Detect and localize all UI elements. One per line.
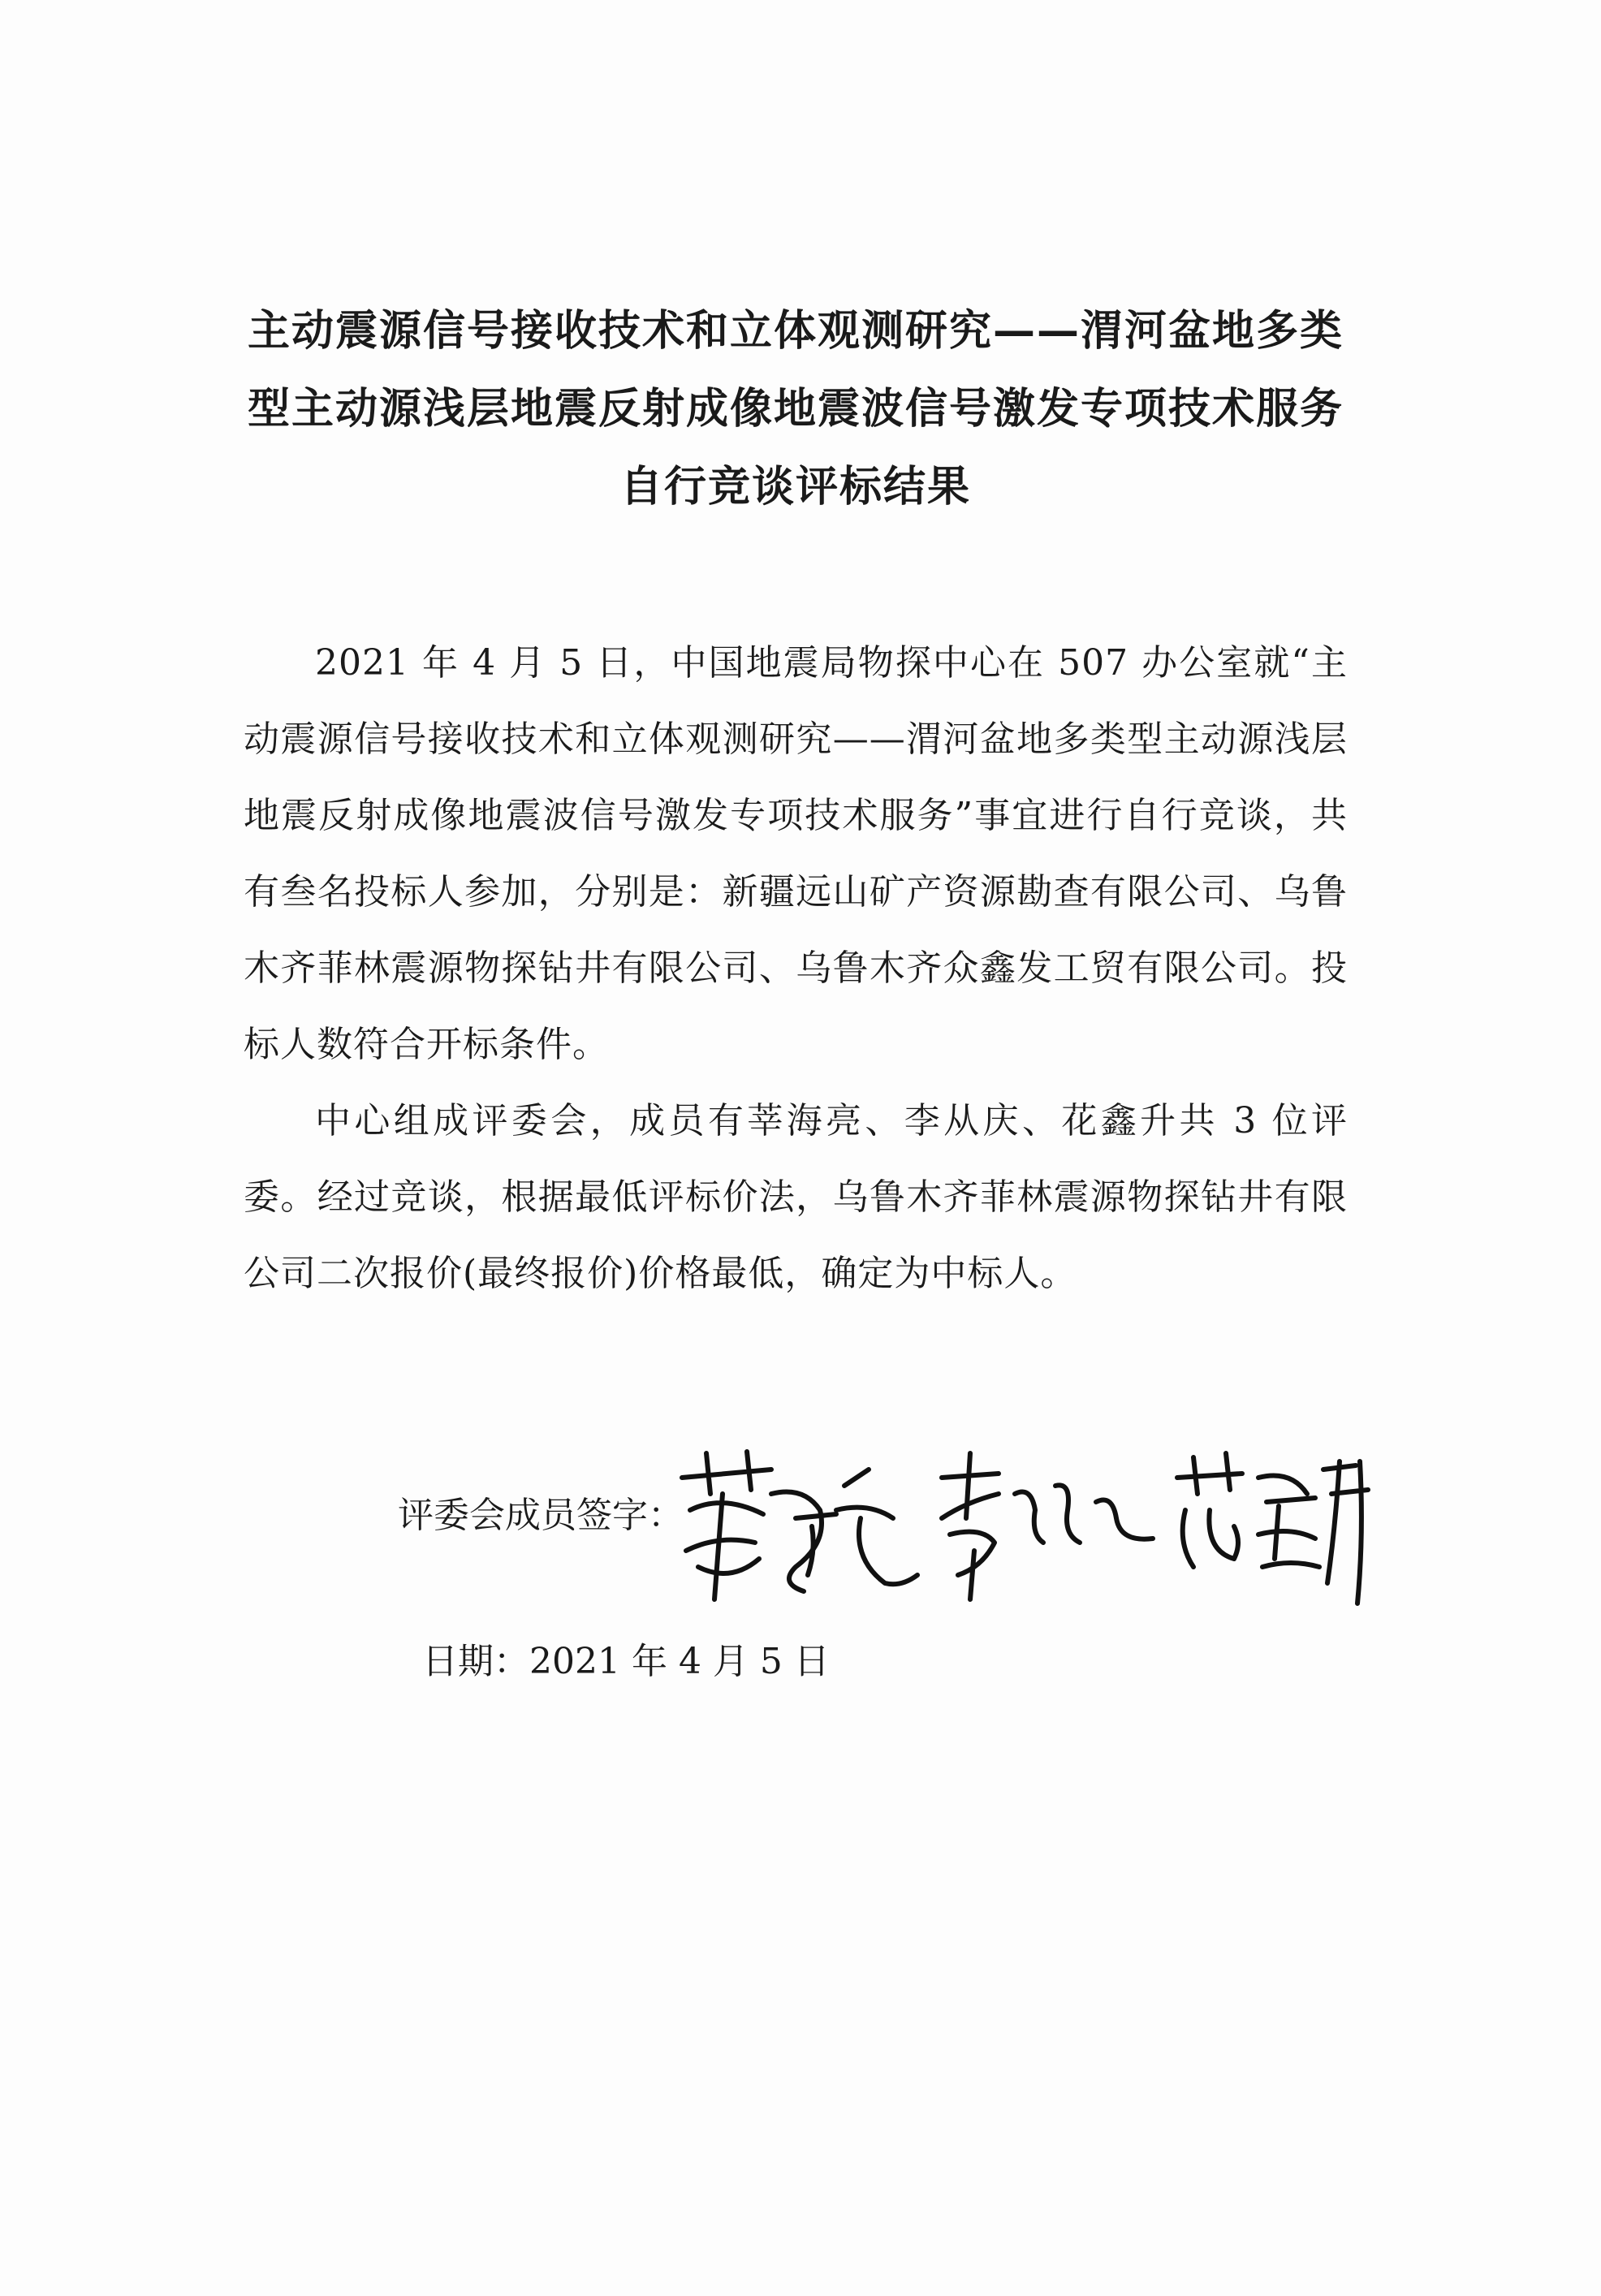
document-date: 日期：2021 年 4 月 5 日: [422, 1641, 830, 1682]
document-title: [244, 292, 1348, 526]
title-line-1: 主动震源信号接收技术和立体观测研究——渭河盆地多类: [247, 307, 1344, 356]
handwritten-signatures: [674, 1445, 1372, 1608]
signature-2: [942, 1453, 1153, 1599]
title-line-2: 型主动源浅层地震反射成像地震波信号激发专项技术服务: [247, 385, 1344, 434]
paragraph-2: 中心组成评委会，成员有莘海亮、李从庆、花鑫升共 3 位评委。经过竞谈，根据最低评标价法，乌鲁木齐菲林震源物探钻井有限公司二次报价(最终报价)价格最低，确定为中标人。: [244, 1100, 1348, 1294]
signature-3: [1177, 1453, 1368, 1603]
paragraph-1: 2021 年 4 月 5 日，中国地震局物探中心在 507 办公室就“主动震源信号接收技术和立体观测研究——渭河盆地多类型主动源浅层地震反射成像地震波信号激发专项技术服务”事宜进行自行竞谈，共有叁名投标人参加，分别是：新疆远山矿产资源勘查有限公司、乌鲁木齐菲林震源物探钻井有限公司、乌鲁木齐众鑫发工贸有限公司。投标人数符合开标条件。: [244, 642, 1348, 1065]
signature-1: [682, 1452, 917, 1599]
title-line-3: 自行竞谈评标结果: [619, 463, 971, 511]
signature-row: [398, 1453, 1372, 1616]
signature-label: 评委会成员签字：: [398, 1495, 684, 1536]
document-body: [244, 625, 1348, 1312]
